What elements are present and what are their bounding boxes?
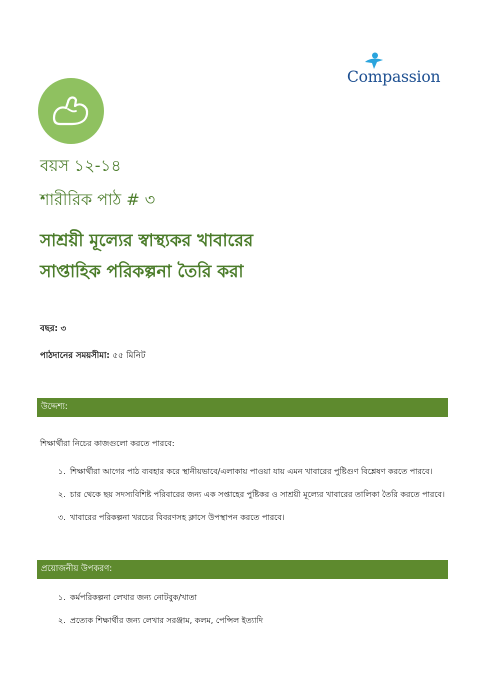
list-number: ২. — [58, 490, 66, 499]
objectives-intro: শিক্ষার্থীরা নিচের কাজগুলো করতে পারবে: — [40, 439, 175, 448]
list-item — [40, 589, 450, 606]
list-number: ১. — [58, 593, 66, 602]
title-line: সাশ্রয়ী মূল্যের স্বাস্থ্যকর খাবারের — [40, 231, 254, 251]
lesson-number: শারীরিক পাঠ # ৩ — [40, 190, 156, 209]
grade-info — [40, 322, 66, 336]
list-item — [40, 509, 450, 526]
materials-list — [40, 589, 450, 635]
list-number: ২. — [58, 616, 66, 625]
brand-name: Compassion — [347, 68, 441, 86]
duration-value: ৫৫ মিনিট — [112, 351, 146, 361]
age-range: বয়স ১২-১৪ — [40, 156, 122, 175]
title-line: সাপ্তাহিক পরিকল্পনা তৈরি করা — [40, 262, 244, 282]
topic-badge — [38, 78, 104, 144]
list-item — [40, 463, 450, 480]
list-text: শিক্ষার্থীরা আগের পাঠ ব্যবহার করে স্থানীয়ভাবে/এলাকায় পাওয়া যায় এমন খাবারের পুষ্টিগুণ বিশ্লেষণ করতে পারবে। — [70, 467, 433, 476]
materials-heading: প্রয়োজনীয় উপকরণ: — [37, 560, 448, 579]
duration-info — [40, 349, 146, 363]
objectives-heading: উদ্দেশ্য: — [37, 398, 448, 417]
list-text: খাবারের পরিকল্পনা খরচের বিবরণসহ ক্লাসে উপস্থাপন করতে পারবে। — [70, 513, 285, 522]
flexed-arm-icon — [38, 78, 104, 144]
list-item — [40, 612, 450, 629]
lesson-title — [40, 226, 460, 288]
list-item — [40, 486, 450, 503]
grade-value: ৩ — [60, 324, 67, 334]
list-text: কর্মপরিকল্পনা লেখার জন্য নোটবুক/খাতা — [70, 593, 197, 602]
list-number: ৩. — [58, 513, 66, 522]
compassion-logo — [347, 52, 447, 92]
list-text: চার থেকে ছয় সদস্যবিশিষ্ট পরিবারের জন্য এক সপ্তাহের পুষ্টিকর ও সাশ্রয়ী মূল্যের খাবারের তালিকা তৈরি করতে পারবে। — [70, 490, 445, 499]
list-text: প্রত্যেক শিক্ষার্থীর জন্য লেখার সরঞ্জাম, কলম, পেন্সিল ইত্যাদি — [70, 616, 263, 625]
duration-label: পাঠদানের সময়সীমা: — [40, 351, 110, 361]
grade-label: বছর: — [40, 324, 58, 334]
list-number: ১. — [58, 467, 66, 476]
objectives-list — [40, 463, 450, 532]
